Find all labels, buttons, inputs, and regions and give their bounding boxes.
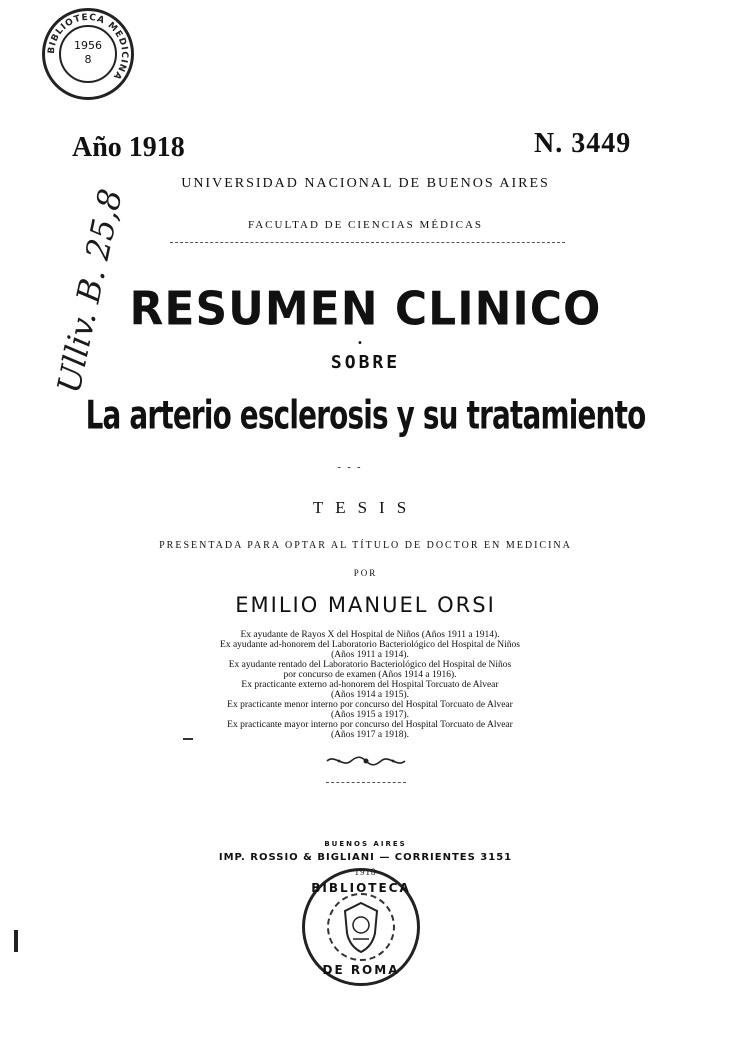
imprint-city: BUENOS AIRES <box>324 840 407 848</box>
credential-line: (Años 1915 a 1917). <box>330 710 410 720</box>
author-name: EMILIO MANUEL ORSI <box>235 593 496 617</box>
credential-line: Ex practicante externo ad-honorem del Hospital Torcuato de Alvear <box>241 680 499 690</box>
ornament-divider <box>326 782 406 783</box>
credential-line: (Años 1917 a 1918). <box>330 730 410 740</box>
credential-line: (Años 1914 a 1915). <box>330 690 410 700</box>
library-stamp-top <box>42 8 134 100</box>
stamp-center <box>59 25 117 83</box>
credential-line: Ex ayudante rentado del Laboratorio Bacteriológico del Hospital de Niños <box>228 660 512 670</box>
header-divider <box>170 242 565 243</box>
tesis-label: TESIS <box>312 498 419 517</box>
thesis-subject: La arterio esclerosis y su tratamiento <box>85 393 646 439</box>
university-name: UNIVERSIDAD NACIONAL DE BUENOS AIRES <box>181 176 550 191</box>
faculty-name: FACULTAD DE CIENCIAS MÉDICAS <box>247 219 484 231</box>
thesis-purpose: PRESENTADA PARA OPTAR AL TÍTULO DE DOCTOR EN MEDICINA <box>159 540 572 551</box>
credential-line: Ex practicante menor interno por concurso del Hospital Torcuato de Alvear <box>227 700 513 710</box>
title-dot: • <box>357 338 363 349</box>
stamp-ring-text: BIBLIOTECA MEDICINA <box>46 12 130 82</box>
section-separator: - - - <box>337 462 363 473</box>
library-stamp-bottom <box>302 868 420 986</box>
handwritten-note: Ulliv. B. 25,8 <box>49 185 130 397</box>
imprint-printer: IMP. ROSSIO & BIGLIANI — CORRIENTES 3151 <box>218 852 513 863</box>
stamp-bottom-top-text: BIBLIOTECA <box>311 881 411 895</box>
credential-line: Ex ayudante de Rayos X del Hospital de Niños (Años 1911 a 1914). <box>240 630 500 640</box>
ornament-icon <box>325 752 407 770</box>
author-credentials <box>150 630 590 740</box>
thesis-number: N. 3449 <box>534 128 632 159</box>
stamp-line-2: 8 <box>84 53 92 66</box>
credential-line: por concurso de examen (Años 1914 a 1916). <box>283 670 457 680</box>
credential-line: Ex practicante mayor interno por concurso del Hospital Torcuato de Alvear <box>227 720 513 730</box>
crest-icon <box>329 895 393 959</box>
title-connector: SOBRE <box>330 352 401 373</box>
imprint-year: 1918 <box>354 867 377 877</box>
stamp-line-1: 1956 <box>74 39 102 52</box>
by-label: POR <box>353 568 378 578</box>
credential-line: Ex ayudante ad-honorem del Laboratorio Bacteriológico del Hospital de Niños <box>220 640 520 650</box>
publication-year: Año 1918 <box>72 132 185 163</box>
credential-line: (Años 1911 a 1914). <box>331 650 409 660</box>
main-title: RESUMEN CLINICO <box>129 282 602 337</box>
margin-dash <box>183 738 193 740</box>
stamp-seal <box>327 893 395 961</box>
scan-edge-mark <box>14 930 18 952</box>
stamp-bottom-bottom-text: DE ROMA <box>322 963 400 977</box>
